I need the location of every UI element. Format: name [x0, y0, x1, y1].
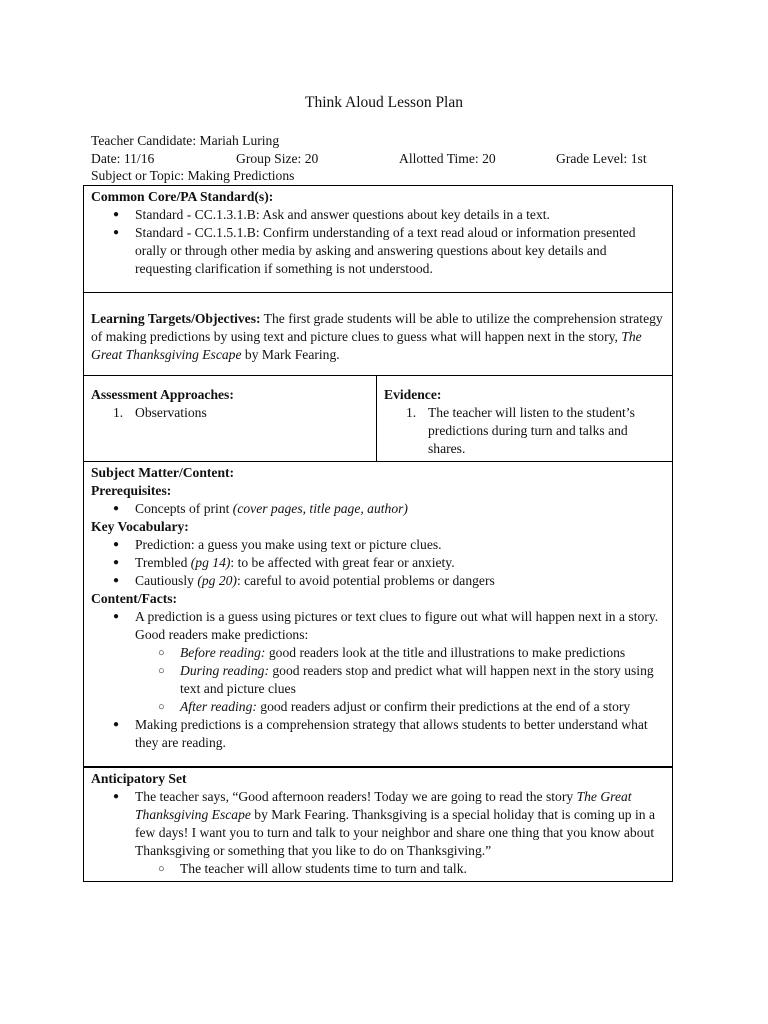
standard-item: ● Standard - CC.1.5.1.B: Confirm understanding of a text read aloud or information presented orally or through other media by asking and answering questions about key details and requesting clarification if something is not understood. — [135, 224, 665, 278]
lesson-meta — [91, 132, 681, 185]
evidence-list — [384, 404, 665, 458]
subject-topic: Subject or Topic: Making Predictions — [91, 168, 295, 183]
subject-matter-row — [84, 462, 673, 768]
meta-row-teacher — [91, 132, 681, 150]
anticipatory-list — [91, 788, 665, 878]
stage-text: good readers look at the title and illustrations to make predictions — [265, 645, 626, 660]
reading-stage-item — [180, 698, 665, 716]
stage-text: good readers stop and predict what will happen next in the story using text and picture clues — [180, 663, 654, 696]
subject-matter-cell — [84, 462, 673, 768]
document-title: Think Aloud Lesson Plan — [304, 94, 463, 111]
evidence-item: 1. The teacher will listen to the student’s predictions during turn and talks and shares. — [428, 404, 665, 458]
stage-label: After reading: — [180, 699, 257, 714]
group-size: Group Size: 20 — [236, 150, 319, 166]
lesson-plan-table — [83, 185, 673, 882]
fact-item — [135, 608, 665, 716]
prerequisite-detail: (cover pages, title page, author) — [232, 501, 408, 516]
prerequisite-text: Concepts of print — [135, 501, 233, 516]
objectives-text: The first grade students will be able to utilize the comprehension strategy of making predictions by using text and picture clues to guess what will happen next in the story, — [91, 311, 663, 344]
assessment-row — [84, 376, 673, 462]
vocabulary-heading: Key Vocabulary: — [91, 519, 189, 534]
anticipatory-row — [84, 767, 673, 882]
standards-heading: Common Core/PA Standard(s): — [91, 189, 274, 204]
fact-item: ● Making predictions is a comprehension strategy that allows students to better understand what they are reading. — [135, 716, 665, 752]
meta-row-details — [91, 150, 681, 168]
reading-stage-item — [180, 662, 665, 698]
vocab-page: (pg 14) — [190, 555, 231, 570]
vocab-definition: : to be affected with great fear or anxiety. — [230, 555, 455, 570]
prerequisites-heading: Prerequisites: — [91, 483, 172, 498]
meta-row-subject — [91, 167, 681, 185]
vocab-page: (pg 20) — [197, 573, 237, 588]
vocab-term: Prediction — [135, 537, 191, 552]
evidence-heading: Evidence: — [384, 387, 442, 402]
assessment-item: 1. Observations — [135, 404, 369, 422]
reading-stage-item — [180, 644, 665, 662]
vocabulary-item — [135, 536, 665, 554]
assessment-list — [91, 404, 369, 422]
anticipatory-quote-rest: by Mark Fearing. Thanksgiving is a special holiday that is coming up in a few days! I want you to turn and talk to your neighbor and share one thing that you know about Thanksgiving or something that you like to do on Thanksgiving.” — [135, 807, 656, 858]
objectives-row — [84, 293, 673, 376]
grade-level: Grade Level: 1st — [556, 150, 647, 166]
reading-stages-list — [135, 644, 665, 716]
vocabulary-list — [91, 536, 665, 590]
standard-item: ● Standard - CC.1.3.1.B: Ask and answer questions about key details in a text. — [135, 206, 665, 224]
anticipatory-cell — [84, 767, 673, 882]
stage-text: good readers adjust or confirm their predictions at the end of a story — [256, 699, 631, 714]
content-facts-heading: Content/Facts: — [91, 591, 178, 606]
stage-label: Before reading: — [180, 645, 266, 660]
anticipatory-sub-item: ○ The teacher will allow students time to turn and talk. — [180, 860, 665, 878]
objectives-cell — [84, 293, 673, 376]
spacer — [91, 752, 665, 763]
subject-matter-heading: Subject Matter/Content: — [91, 465, 235, 480]
evidence-cell — [377, 376, 673, 462]
vocabulary-item — [135, 554, 665, 572]
allotted-time: Allotted Time: 20 — [399, 150, 496, 166]
vocabulary-item — [135, 572, 665, 590]
fact-intro: A prediction is a guess using pictures or text clues to figure out what will happen next in a story. Good readers make predictions: — [135, 609, 659, 642]
book-title: The Great Thanksgiving Escape — [91, 329, 642, 362]
anticipatory-heading: Anticipatory Set — [91, 771, 187, 786]
standards-row — [84, 186, 673, 293]
prerequisite-item — [135, 500, 665, 518]
spacer — [91, 293, 665, 310]
objectives-heading: Learning Targets/Objectives: — [91, 311, 261, 326]
standards-list — [91, 206, 665, 278]
anticipatory-quote: The teacher says, “Good afternoon readers! Today we are going to read the story — [135, 789, 577, 804]
vocab-definition: : careful to avoid potential problems or dangers — [236, 573, 495, 588]
assessment-cell — [84, 376, 377, 462]
anticipatory-sub-list — [135, 860, 665, 878]
assessment-heading: Assessment Approaches: — [91, 387, 234, 402]
stage-label: During reading: — [180, 663, 269, 678]
anticipatory-item — [135, 788, 665, 878]
objectives-author: by Mark Fearing. — [241, 347, 340, 362]
lesson-date: Date: 11/16 — [91, 150, 155, 166]
standards-cell — [84, 186, 673, 293]
vocab-term: Trembled — [135, 555, 191, 570]
content-facts-list — [91, 608, 665, 752]
vocab-term: Cautiously — [135, 573, 198, 588]
vocab-definition: : a guess you make using text or picture clues. — [190, 537, 442, 552]
prerequisites-list — [91, 500, 665, 518]
spacer — [91, 278, 665, 289]
book-title: The Great Thanksgiving Escape — [135, 789, 632, 822]
teacher-candidate: Teacher Candidate: Mariah Luring — [91, 133, 280, 148]
spacer — [91, 364, 665, 372]
